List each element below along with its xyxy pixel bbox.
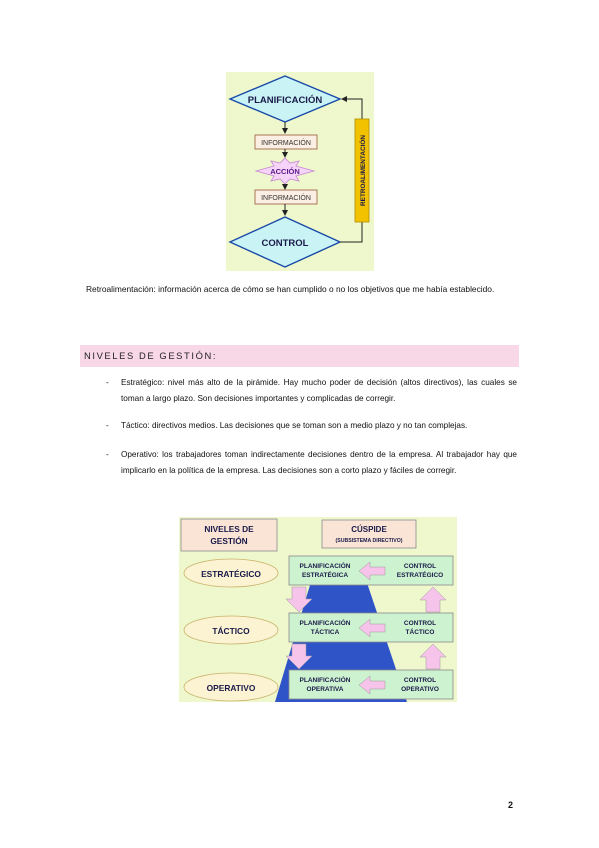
plan-estrategica-line1: PLANIFICACIÓN xyxy=(299,563,351,570)
cuspide-label: CÚSPIDE xyxy=(351,525,387,534)
list-item-tactico: Táctico: directivos medios. Las decisiones que se toman son a medio plazo y no tan complejas. xyxy=(121,421,468,430)
control-estrategico-line2: ESTRATÉGICO xyxy=(396,572,444,579)
operativo-label: OPERATIVO xyxy=(206,683,256,693)
list-item-estrategico: Estratégico: nivel más alto de la pirámide. Hay mucho poder de decisión (altos directivos), las cuales se toman a largo plazo. Son decisiones importantes y complicadas de corregir. xyxy=(121,378,517,403)
retroalimentacion-label: RETROALIMENTACIÓN xyxy=(360,135,367,206)
tactico-label: TÁCTICO xyxy=(212,626,250,636)
plan-operativa-line1: PLANIFICACIÓN xyxy=(299,677,351,684)
accion-label: ACCIÓN xyxy=(270,167,300,176)
control-label: CONTROL xyxy=(261,238,309,249)
control-estrategico-line1: CONTROL xyxy=(403,563,437,570)
niveles-header-line1: NIVELES DE xyxy=(204,524,254,534)
control-tactico-line2: TÁCTICO xyxy=(405,629,435,636)
list-item-operativo: Operativo: los trabajadores toman indirectamente decisiones dentro de la empresa. Al trabajador hay que implicarlo en la política de la empresa. Las decisiones son a corto plazo y fáciles de corregir. xyxy=(121,450,517,475)
page-number: 2 xyxy=(507,800,513,810)
management-levels-diagram xyxy=(179,517,457,702)
retroalimentacion-paragraph: Retroalimentación: información acerca de cómo se han cumplido o no los objetivos que me había establecido. xyxy=(86,284,495,294)
section-header xyxy=(80,345,519,367)
bullet-tactico: - xyxy=(106,421,109,430)
planificacion-label: PLANIFICACIÓN xyxy=(247,95,323,106)
control-tactico-line1: CONTROL xyxy=(403,620,437,627)
control-operativo-line1: CONTROL xyxy=(403,677,437,684)
bullet-estrategico: - xyxy=(106,378,109,387)
subsistema-label: (SUBSISTEMA DIRECTIVO) xyxy=(335,538,403,544)
plan-estrategica-line2: ESTRATÉGICA xyxy=(301,572,349,579)
informacion-label-bottom: INFORMACIÓN xyxy=(261,195,311,202)
bullet-operativo: - xyxy=(106,450,109,459)
control-operativo-line2: OPERATIVO xyxy=(401,686,439,693)
estrategico-label: ESTRATÉGICO xyxy=(201,569,261,579)
planning-control-diagram xyxy=(226,72,374,271)
section-title: NIVELES DE GESTIÓN: xyxy=(84,350,218,361)
plan-operativa-line2: OPERATIVA xyxy=(306,686,344,693)
informacion-label-top: INFORMACIÓN xyxy=(261,140,311,147)
plan-tactica-line1: PLANIFICACIÓN xyxy=(299,620,351,627)
niveles-header-line2: GESTIÓN xyxy=(210,536,248,546)
plan-tactica-line2: TÁCTICA xyxy=(310,629,340,636)
